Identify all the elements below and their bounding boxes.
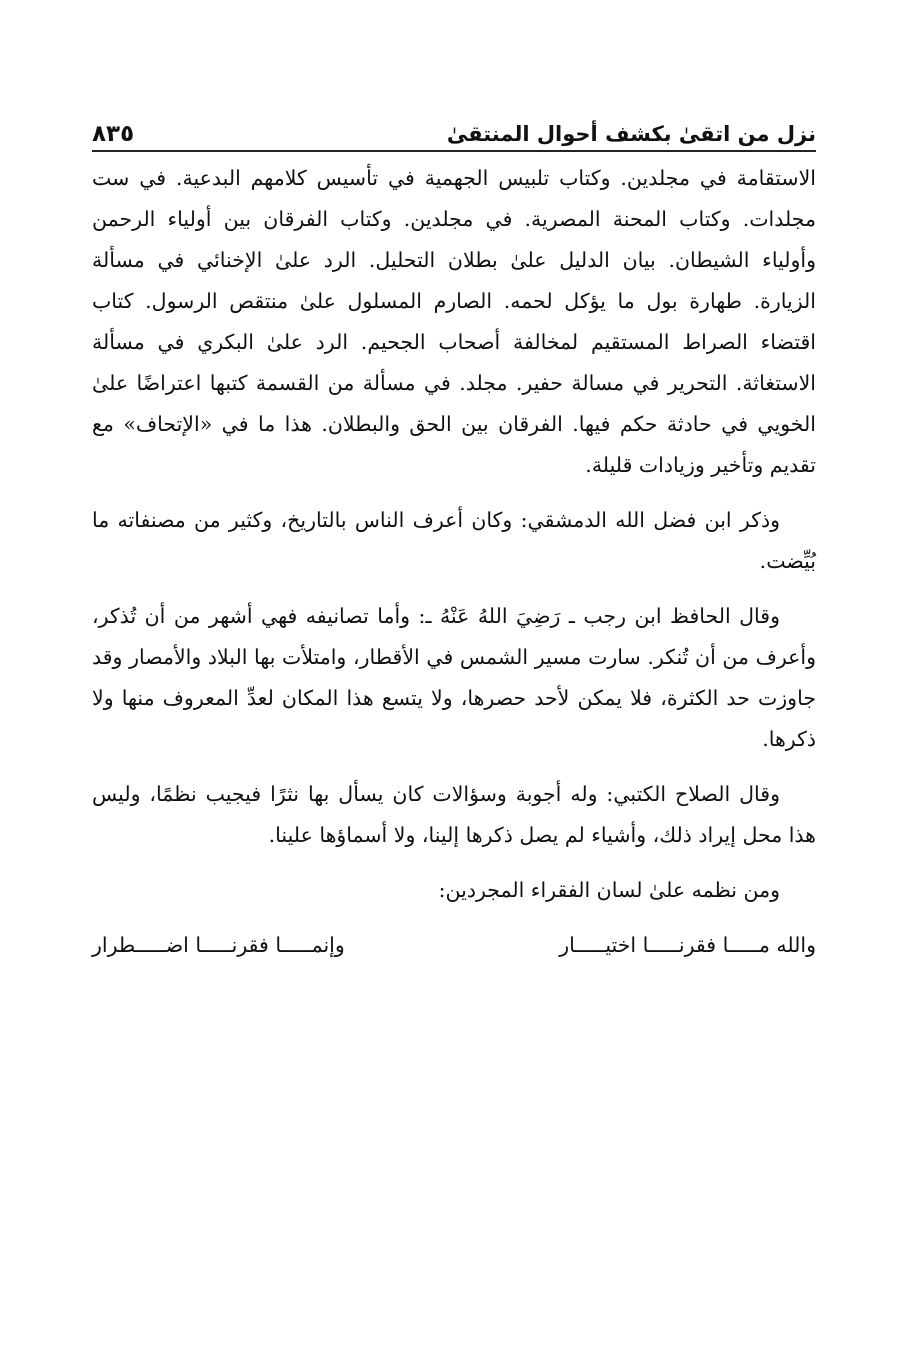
document-page: [92, 0, 816, 1366]
paragraph-book-list: الاستقامة في مجلدين. وكتاب تلبيس الجهمية في تأسيس كلامهم البدعية. في ست مجلدات. وكتاب المحنة المصرية. في مجلدين. وكتاب الفرقان بين أولياء الرحمن وأولياء الشيطان. بيان الدليل علىٰ بطلان التحليل. الرد علىٰ الإخنائي في مسألة الزيارة. طهارة بول ما يؤكل لحمه. الصارم المسلول علىٰ منتقص الرسول. كتاب اقتضاء الصراط المستقيم لمخالفة أصحاب الجحيم. الرد علىٰ البكري في مسألة الاستغاثة. التحرير في مسالة حفير. مجلد. في مسألة من القسمة كتبها اعتراضًا علىٰ الخويي في حادثة حكم فيها. الفرقان بين الحق والبطلان. هذا ما في «الإتحاف» مع تقديم وتأخير وزيادات قليلة.: [92, 166, 816, 477]
verse-second-hemistich: وإنمـــــا فقرنـــــا اضـــــطرار: [92, 933, 345, 957]
poem-verse: [92, 925, 816, 966]
page-number: ٨٣٥: [92, 121, 135, 147]
paragraph-ibn-rajab: وقال الحافظ ابن رجب ـ رَضِيَ اللهُ عَنْهُ ـ: وأما تصانيفه فهي أشهر من أن تُذكر، وأعرف من أن تُنكر. سارت مسير الشمس في الأقطار، وامتلأت بها البلاد والأمصار وقد جاوزت حد الكثرة، فلا يمكن لأحد حصرها، ولا يتسع هذا المكان لعدِّ المعروف منها ولا ذكرها.: [92, 604, 816, 751]
verse-first-hemistich: والله مـــــا فقرنـــــا اختيـــــار: [559, 933, 816, 957]
paragraph-verse-intro: ومن نظمه علىٰ لسان الفقراء المجردين:: [438, 878, 780, 902]
paragraph-kutubi: وقال الصلاح الكتبي: وله أجوبة وسؤالات كان يسأل بها نثرًا فيجيب نظمًا، وليس هذا محل إيراد ذلك، وأشياء لم يصل ذكرها إلينا، ولا أسماؤها علينا.: [92, 782, 816, 847]
body-text: [92, 158, 816, 966]
header-divider: [92, 150, 816, 152]
page-header: [92, 108, 816, 148]
running-title: نزل من اتقىٰ بكشف أحوال المنتقىٰ: [446, 122, 816, 146]
paragraph-ibn-fadl: وذكر ابن فضل الله الدمشقي: وكان أعرف الناس بالتاريخ، وكثير من مصنفاته ما بُيِّضت.: [92, 508, 816, 573]
